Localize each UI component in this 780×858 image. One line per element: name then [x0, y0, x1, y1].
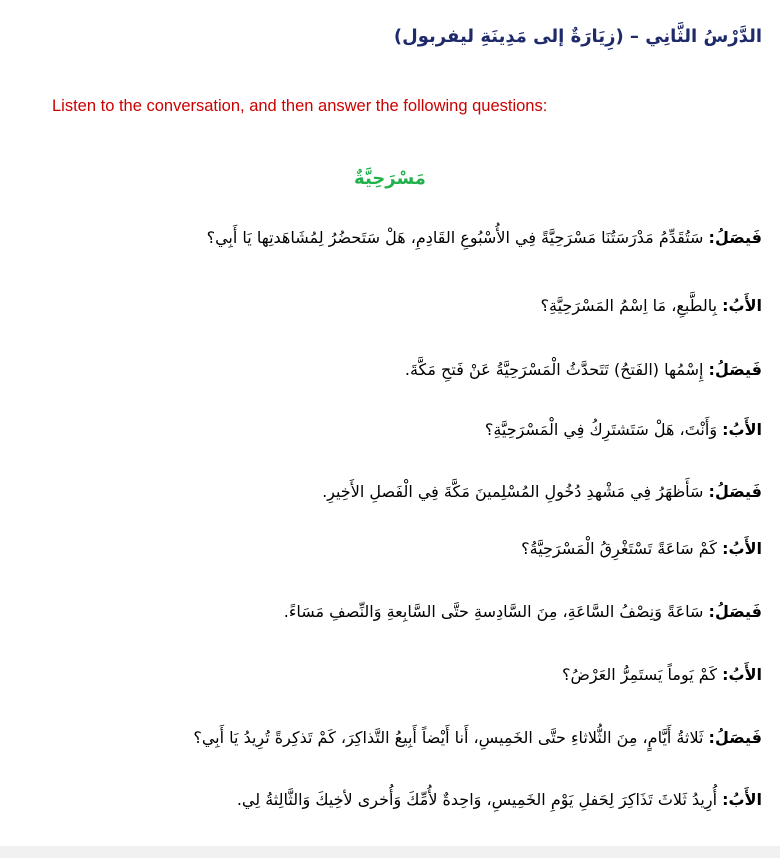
dialogue-line	[284, 602, 762, 621]
dialogue-line	[193, 728, 762, 747]
dialogue-line	[541, 296, 762, 315]
speaker-name: فَيصَلُ:	[708, 482, 762, 501]
instruction-text: Listen to the conversation, and then answer the following questions:	[52, 97, 548, 115]
speaker-name: الأَبُ:	[722, 665, 762, 684]
dialogue-text: سَتُقَدِّمُ مَدْرَسَتُنَا مَسْرَحِيَّةً فِي الأُسْبُوعِ القَادِمِ، هَلْ سَتَحضُرُ لِمُشَاهَدتِها يَا أَبِي؟	[206, 228, 709, 247]
dialogue-text: ثَلاثةُ أَيَّامٍ، مِنَ الثُّلاثاءِ حتَّى الخَمِيسِ، أَنا أَيْضاً أَبِيعُ التَّذاكِرَ، كَمْ تَذكِرةً تُرِيدُ يَا أَبِي؟	[193, 728, 709, 747]
speaker-name: فَيصَلُ:	[708, 228, 762, 247]
speaker-name: فَيصَلُ:	[708, 728, 762, 747]
dialogue-text: كَمْ يَوماً يَستَمِرُّ العَرْضُ؟	[562, 665, 723, 684]
speaker-name: الأَبُ:	[722, 296, 762, 315]
speaker-name: فَيصَلُ:	[708, 602, 762, 621]
dialogue-text: أُرِيدُ ثَلاثَ تَذَاكِرَ لِحَفلِ يَوْمِ الخَمِيسِ، وَاحِدةٌ لأُمِّكَ وَأُخرى لأخِيكَ وَالثَّالِثةُ لِي.	[236, 790, 723, 809]
dialogue-line	[521, 539, 762, 558]
dialogue-line	[405, 360, 762, 379]
dialogue-text: وَأَنْتَ، هَلْ سَتَشتَرِكُ فِي الْمَسْرَحِيَّةِ؟	[484, 420, 723, 439]
page-footer-strip	[0, 846, 780, 858]
dialogue-text: كَمْ سَاعَةً تَسْتَغْرِقُ الْمَسْرَحِيَّةُ؟	[521, 539, 723, 558]
dialogue-text: إِسْمُها (الفَتحُ) تَتَحدَّثُ الْمَسْرَحِيَّةُ عَنْ فَتحِ مَكَّةَ.	[404, 360, 709, 379]
section-heading: مَسْرَحِيَّةٌ	[354, 168, 426, 189]
speaker-name: الأَبُ:	[722, 790, 762, 809]
dialogue-text: سَأَظهَرُ فِي مَشْهدِ دُخُولِ المُسْلِمينَ مَكَّةَ فِي الْفَصلِ الأَخِيرِ.	[322, 482, 709, 501]
dialogue-line	[237, 790, 762, 809]
speaker-name: فَيصَلُ:	[708, 360, 762, 379]
dialogue-line	[562, 665, 762, 684]
speaker-name: الأَبُ:	[722, 539, 762, 558]
lesson-title: الدَّرْسُ الثَّانِي – (زِيَارَةٌ إلى مَدِينَةِ ليفربول)	[393, 26, 762, 47]
speaker-name: الأَبُ:	[722, 420, 762, 439]
dialogue-line	[322, 482, 762, 501]
dialogue-line	[485, 420, 762, 439]
dialogue-text: بِالطَّبعِ، مَا اِسْمُ المَسْرَحِيَّةِ؟	[540, 296, 723, 315]
dialogue-text: سَاعَةً وَنِصْفُ السَّاعَةِ، مِنَ السَّادِسةِ حتَّى السَّابِعةِ وَالنِّصفِ مَسَاءً.	[283, 602, 709, 621]
dialogue-line	[207, 228, 762, 247]
